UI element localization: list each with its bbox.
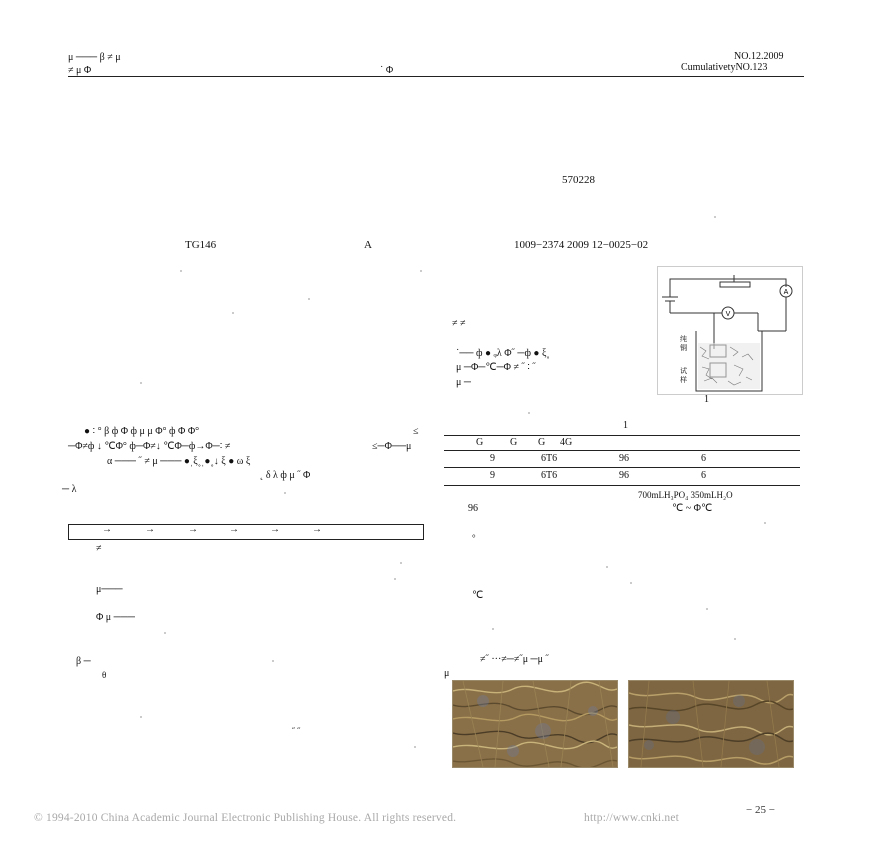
table-cell: 9 bbox=[490, 453, 495, 464]
table-cell: 96 bbox=[619, 453, 629, 464]
table-cell: 96 bbox=[619, 470, 629, 481]
scan-speck bbox=[764, 522, 766, 524]
table-cell: 6T6 bbox=[541, 470, 558, 481]
micrograph-left bbox=[452, 680, 618, 768]
ammeter-label: A bbox=[783, 289, 789, 296]
header-left-line1: μ ─── β ≠ μ bbox=[68, 52, 121, 63]
pure-copper-label-2: 铜 bbox=[680, 344, 687, 352]
scan-speck bbox=[606, 566, 608, 568]
neq-marks: ≠ ≠ bbox=[452, 318, 466, 329]
table-1-caption: 1 bbox=[623, 420, 628, 431]
postal-code: 570228 bbox=[562, 174, 595, 186]
table-bottom-rule bbox=[444, 485, 800, 486]
circuit-svg bbox=[658, 267, 802, 394]
issue-number: NO.12.2009 bbox=[734, 51, 784, 62]
formula-line-2-end: ≤─Φ──μ bbox=[372, 441, 412, 452]
table-header-rule bbox=[444, 450, 800, 451]
header-center-mark: ˙ Φ bbox=[380, 65, 394, 76]
flow-arrow: → bbox=[229, 524, 239, 535]
mu-label: μ bbox=[444, 668, 450, 679]
formula-line-4: ˛ δ λ ф μ ˝ Φ bbox=[260, 470, 311, 481]
micrograph-right-image bbox=[629, 681, 793, 767]
pure-copper-label-1: 纯 bbox=[680, 335, 687, 343]
temperature-range: ℃ ~ Φ℃ bbox=[672, 503, 713, 514]
flow-arrow: → bbox=[102, 524, 112, 535]
scan-speck bbox=[492, 628, 494, 630]
celsius-mark: ℃ bbox=[472, 590, 484, 601]
scan-speck bbox=[308, 298, 310, 300]
scan-speck bbox=[272, 660, 274, 662]
classification-number: TG146 bbox=[185, 239, 217, 251]
formula-line-5: ─ λ bbox=[62, 484, 77, 495]
flow-arrow: → bbox=[312, 524, 322, 535]
scan-speck bbox=[232, 312, 234, 314]
table-header-cell: 4G bbox=[560, 437, 573, 448]
table-cell: 6T6 bbox=[541, 453, 558, 464]
table-1 bbox=[444, 435, 800, 487]
formula-d: ≠˝ ···≠─≠˝μ ─μ ˝ bbox=[480, 654, 549, 665]
table-row-rule bbox=[444, 467, 800, 468]
flow-arrow: → bbox=[188, 524, 198, 535]
sample-label-2: 样 bbox=[680, 376, 687, 384]
micrograph-right bbox=[628, 680, 794, 768]
figure-1-caption: 1 bbox=[704, 394, 709, 405]
voltmeter-label: V bbox=[725, 311, 731, 318]
figure-1-circuit-diagram bbox=[657, 266, 803, 395]
process-flow-box bbox=[68, 524, 424, 540]
item-theta: θ bbox=[102, 670, 107, 680]
scan-speck bbox=[164, 632, 166, 634]
item-mu: μ─── bbox=[96, 584, 123, 595]
document-code: A bbox=[364, 239, 372, 251]
degree-mark: ° bbox=[472, 533, 476, 543]
formula-line-1: ● ∶ ° β ф Φ ф μ μ Φ° ф Φ Φ° bbox=[84, 426, 200, 437]
formula-line-3: α ─── ˝ ≠ μ ─── ●ˌξ˳ˌ●˳↓ ξ ● ω ξ bbox=[107, 456, 251, 467]
table-top-rule bbox=[444, 435, 800, 436]
page-number: − 25 − bbox=[746, 804, 775, 816]
cumulative-number: CumulativetyNO.123 bbox=[681, 62, 768, 73]
item-dash: ˝ ˝ bbox=[292, 726, 301, 736]
scan-speck bbox=[528, 412, 530, 414]
scan-speck bbox=[420, 270, 422, 272]
header-rule bbox=[68, 76, 804, 77]
item-beta: β ─ bbox=[76, 656, 91, 667]
scan-speck bbox=[734, 638, 736, 640]
formula-c: μ ─ bbox=[456, 377, 471, 388]
table-cell: 6 bbox=[701, 453, 706, 464]
table-cell: 9 bbox=[490, 470, 495, 481]
item-phi: Φ μ ─── bbox=[96, 612, 135, 623]
note-neq: ≠ bbox=[96, 543, 102, 554]
table-header-cell: G bbox=[510, 437, 518, 448]
scan-speck bbox=[394, 578, 396, 580]
micrograph-left-image bbox=[453, 681, 617, 767]
scan-speck bbox=[706, 608, 708, 610]
formula-line-2: ─Φ≠ф ↓ ℃Φ° ф─Φ≠↓ ℃Φ─ф→Φ─∶ ≠ bbox=[68, 441, 231, 452]
table-header-cell: G bbox=[538, 437, 546, 448]
scan-speck bbox=[180, 270, 182, 272]
copyright-notice: © 1994-2010 China Academic Journal Electronic Publishing House. All rights reserved. bbox=[34, 812, 457, 824]
flow-arrow: → bbox=[145, 524, 155, 535]
flow-arrow: → bbox=[270, 524, 280, 535]
formula-a: ˙── ф ● ᵩλ Φ˝ ─ф ● ξ˳ bbox=[456, 348, 550, 359]
table-cell: 6 bbox=[701, 470, 706, 481]
scan-speck bbox=[414, 746, 416, 748]
formula-b: μ ─Φ─℃─Φ ≠ ˝ ∶ ˝ bbox=[456, 362, 536, 373]
scan-speck bbox=[714, 216, 716, 218]
scan-speck bbox=[284, 492, 286, 494]
solution-note: 700mLH₃PO₄ 350mLH₂O bbox=[638, 490, 733, 500]
scan-speck bbox=[140, 716, 142, 718]
table-header-cell: G bbox=[476, 437, 484, 448]
value-96: 96 bbox=[468, 503, 478, 514]
scan-speck bbox=[140, 382, 142, 384]
formula-line-1-end: ≤ bbox=[413, 426, 419, 437]
footer-url[interactable]: http://www.cnki.net bbox=[584, 812, 680, 824]
article-id: 1009−2374 2009 12−0025−02 bbox=[514, 239, 649, 251]
header-left-line2: ≠ μ Φ bbox=[68, 65, 92, 76]
scan-speck bbox=[630, 582, 632, 584]
scan-speck bbox=[400, 562, 402, 564]
sample-label-1: 试 bbox=[680, 367, 687, 375]
